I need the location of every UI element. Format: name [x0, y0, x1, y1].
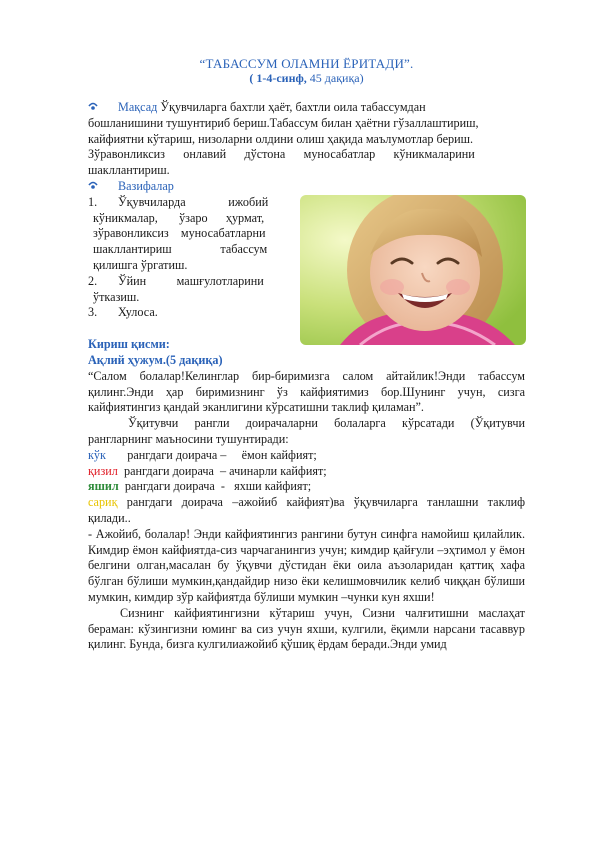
color-word-blue: кўк: [88, 447, 106, 462]
list-item: [88, 274, 293, 306]
color-desc: рангдаги доирача - яхши кайфият;: [118, 479, 312, 494]
goal-line: кайфиятни кўтариш, низоларни олдини олиш ҳақида маълумотлар бериш.: [88, 131, 474, 146]
smiling-girl-photo: [300, 195, 526, 345]
color-line-blue: [88, 448, 525, 464]
advice-paragraph: [88, 606, 525, 653]
item-line: Хулоса.: [118, 305, 158, 320]
bullet-icon: [88, 102, 98, 112]
goal-label: Мақсад: [118, 100, 158, 114]
goal-line: шакллантириш.: [88, 163, 170, 178]
tasks-label: Вазифалар: [118, 178, 174, 193]
advice-text: Сизнинг кайфиятингизни кўтариш учун, Сизни чалғитишни маслаҳат бераман: кўзингизни юминг ва сиз учун яхши, кулгили, ёқимли нарсани тасаввур қилинг. Бунда, бизга кулгилиажойиб қўшиқ ёрдам беради.Энди умид: [88, 605, 525, 652]
item-line: қилишга ўргатиш.: [93, 257, 188, 272]
intro-paragraph: “Салом болалар!Келинглар бир-биримизга салом айтайлик!Энди табассум қилинг.Энди ҳар биримизнинг ўз кайфиятимиз бор.Шунинг учун, сизга кайфиятингиз қандай эканлигини кўрсатишни таклиф қиламан”.: [88, 368, 525, 415]
color-line-green: [88, 479, 525, 495]
photo-illustration: [300, 195, 526, 345]
document-page: [88, 56, 525, 653]
goal-line: бошланишини тушунтириб бериш.Табассум билан ҳаётни гўзаллаштириш,: [88, 115, 479, 130]
tasks-list: [88, 195, 293, 321]
item-number: 2.: [88, 273, 98, 288]
goal-line: Ўқувчиларга бахтли ҳаёт, бахтли оила табассумдан: [160, 100, 426, 114]
teacher-text: Ўқитувчи рангли доирачаларни болаларга кўрсатади (Ўқитувчи рангларнинг маъносини тушунтиради:: [88, 416, 525, 446]
item-line: шакллантириш табассум: [93, 242, 268, 257]
item-line: Ўқувчиларда ижобий: [118, 194, 269, 209]
color-word-green: яшил: [88, 479, 119, 494]
bullet-icon: [88, 181, 98, 191]
item-number: 1.: [88, 194, 98, 209]
duration-label: 45 дақиқа): [309, 71, 364, 85]
teacher-paragraph: [88, 416, 525, 448]
discussion-paragraph: - Ажойиб, болалар! Энди кайфиятингиз рангини бутун синфга намойиш қилайлик. Кимдир ёмон кайфиятда-сиз чарчаганингиз учун; кимдир қайғули –эҳтимол у ёмон белгини олган,масалан бу ўқувчи дўстидан ёки оила аъзоларидан қаттиқ хафа бўлган бўлиши мумкин,қандайдир низо ёки келишмовчилик келиб чиққан бўлиши мумкин, кимдир зўр кайфиятда бўлиши мумкин –чунки кун яхши!: [88, 526, 525, 604]
color-line-red: [88, 464, 525, 480]
color-desc: рангдаги доирача –ажойиб кайфият)ва ўқувчиларга танлашни таклиф қилади..: [88, 495, 525, 525]
item-line: ўтказиш.: [93, 289, 140, 304]
color-word-red: қизил: [88, 463, 118, 478]
goal-section: [88, 100, 525, 179]
page-subtitle: [88, 71, 525, 86]
color-desc: рангдаги доирача – ачинарли кайфият;: [117, 463, 327, 478]
tasks-section: [88, 179, 525, 195]
color-line-yellow: [88, 495, 525, 527]
list-item: [88, 195, 293, 274]
item-line: Ўйин машғулотларини: [118, 273, 264, 288]
intro-heading: Кириш қисми:: [88, 337, 170, 352]
list-item: [88, 305, 293, 321]
item-line: кўникмалар, ўзаро ҳурмат,: [93, 210, 265, 225]
item-line: зўравонликсиз муносабатларни: [93, 226, 266, 241]
color-word-yellow: сариқ: [88, 495, 118, 510]
grade-label: ( 1-4-синф,: [249, 71, 307, 85]
brainstorm-heading: Ақлий ҳужум.(5 дақиқа): [88, 352, 223, 367]
goal-line: Зўравонликсиз онлавий дўстона муносабатлар кўникмаларини: [88, 147, 475, 162]
item-number: 3.: [88, 305, 98, 320]
page-title: “ТАБАССУМ ОЛАМНИ ЁРИТАДИ”.: [199, 56, 414, 71]
color-desc: рангдаги доирача – ёмон кайфият;: [105, 447, 317, 462]
